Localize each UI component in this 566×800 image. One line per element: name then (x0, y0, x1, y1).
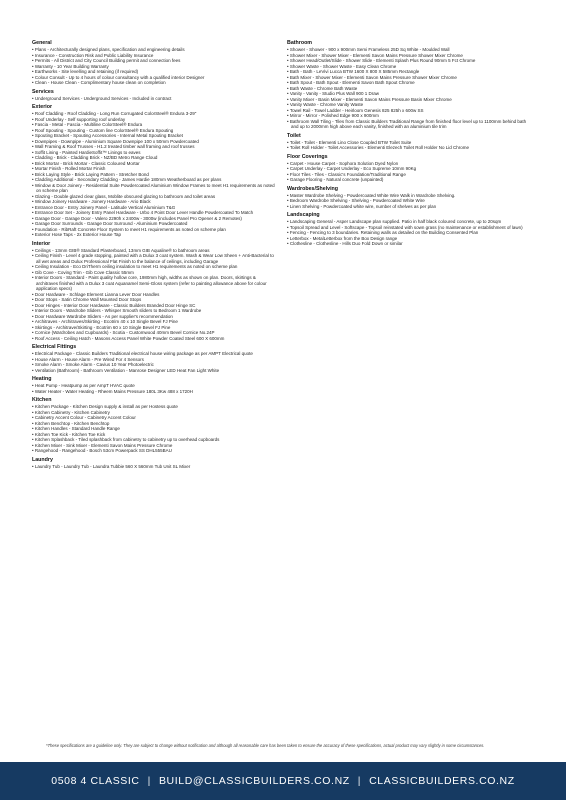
spec-item: • Permits - All District and City Council Building permit and connection fees (32, 58, 279, 64)
spec-item: • Underground Services - Underground Services - Included in contract (32, 96, 279, 102)
spec-item: • Roof Spouting - Spouting - Custom line ColorSteel® Endura Spouting (32, 128, 279, 134)
spec-section (287, 212, 534, 247)
spec-item: • Warranty - 10 Year Building Warranty (32, 64, 279, 70)
spec-item: • Architraves - Architraves/Skirting - Ecotrim 40 x 10 Single Bevel FJ Pine (32, 319, 279, 325)
spec-item: • Vanity Mixer - Basin Mixer - Elementi Savon Mains Pressure Basin Mixer Chrome (287, 97, 534, 103)
spec-item: • Cladding - Brick - Cladding Brick - NZ/BD Metro Range Cloud (32, 155, 279, 161)
spec-item: • Kitchen Handles - Standard Handle Range (32, 426, 279, 432)
spec-item: • Ceiling Insulation - Eco DriTherm ceiling insulation to meet H1 requirements as noted on scheme plan (32, 264, 279, 270)
section-title: Toilet (287, 132, 301, 139)
spec-item: • Bath - Bath - LeVivi Lucca BTW 1600 X 800 X 585mm Rectangle (287, 69, 534, 75)
disclaimer: *These specifications are a guideline only. They are subject to change without notification and although all reasonable care has been taken to ensure the accuracy of these specifications, actual product may vary slightly in some circumstances. (46, 743, 485, 748)
spec-section (32, 104, 279, 238)
section-title: Bathroom (287, 40, 313, 46)
spec-item: • Electrical Package - Classic Builders Traditional electrical house wiring package as per AMPT Electrical quote (32, 351, 279, 357)
spec-item: • Landscaping General - Asper Landscape plan supplied. Patio in half black coloured concrete, up to 20sqm (287, 219, 534, 225)
spec-item: • Foundation - RibRaft Concrete Floor System to meet H1 requirements as noted on scheme plan (32, 227, 279, 233)
spec-section (32, 89, 279, 102)
spec-item: • Brick Mortar - Brick Mortar - Classic Coloured Mortar (32, 161, 279, 167)
spec-section (32, 344, 279, 373)
spec-item: • Water Heater - Water Heating - Rheem Mains Pressure 180L 3Kw 488 x 1720H (32, 389, 279, 395)
section-title: Landscaping (287, 212, 320, 218)
spec-item: • Floor Tiles - Tiles - Classic's Foundation/Traditional Range (287, 172, 534, 178)
footer-bar (0, 762, 566, 800)
spec-item: • Window Joinery Hardware - Joinery Hardware - Ario Black (32, 199, 279, 205)
spec-section (32, 457, 279, 470)
spec-item: • Vanity - Vanity - Studio Plus Wall 900 1 Draw (287, 91, 534, 97)
spec-item: • Shower Mixer - Shower Mixer - Elementi Savon Mains Pressure Shower Mixer Chrome (287, 53, 534, 59)
spec-item: • Linen Shelving - Powdercoated white wire, number of shelves as per plan (287, 204, 534, 210)
spec-item: • Topsoil Spread and Level - Softscape - Topsoil reinstated with sown grass (no maintenance or establishment of lawn) (287, 225, 534, 231)
section-title: Exterior (32, 104, 53, 110)
footer-separator: | (147, 775, 151, 787)
spec-item: • Earthworks - Site levelling and retaining (if required) (32, 69, 279, 75)
spec-item: • Bedroom Wardrobe Shelving - Shelving - Powdercoated White Wire (287, 198, 534, 204)
spec-item: • Kitchen Cabinetry - Kitchen Cabinetry (32, 410, 279, 416)
spec-item: • Roof Underlay - Self supporting roof underlay (32, 117, 279, 123)
spec-item: • Kitchen Splashback - Tiled splashback from cabinetry to cabinetry up to overhead cupboards (32, 437, 279, 443)
spec-item: • Cladding Additional - Secondary Cladding - James Hardie 180mm Weatherboard as per plans (32, 177, 279, 183)
spec-item: • House Alarm - House Alarm - Pre Wired For 4 Sensors (32, 357, 279, 363)
spec-section (287, 40, 534, 130)
spec-item: • Fascia - Metal - Fascia - Multiline ColorSteel® Endura (32, 122, 279, 128)
spec-item: • Fencing - Fencing to 3 boundaries. Retaining walls as detailed on the Building Consented Plan (287, 230, 534, 236)
spec-item: • Spouting Bracket - Spouting Accessories - Internal Metal Spouting Bracket (32, 133, 279, 139)
spec-item: • Kitchen Toe Kick - Kitchen Toe Kick (32, 432, 279, 438)
spec-item: • Skirtings - Architrave/Skirting - Ecotrim 60 x 10 Single Bevel FJ Pine (32, 325, 279, 331)
spec-item: • Mirror - Mirror - Polished Edge 900 x 900mm (287, 113, 534, 119)
spec-item: • Glazing - Double glazed clear glass, Moblite obscured glazing to bathroom and toilet areas (32, 194, 279, 200)
section-title: Interior (32, 240, 51, 247)
spec-item: • Bath Waste - Chrome Bath Waste (287, 86, 534, 92)
spec-item: • Kitchen Benchtop - Kitchen Benchtop (32, 421, 279, 427)
spec-item: • Laundry Tub - Laundry Tub - Laundra Tubbie 560 X 560mm Tub Unit SL Mixer (32, 464, 279, 470)
spec-section (32, 397, 279, 454)
spec-item: • Window & Door Joinery - Residential Suite Powdercoated Aluminium Window Frames to meet H1 requirements as noted on scheme plan (32, 183, 279, 194)
spec-item: • Clothesline - Clothesline - Hills Duo Fold Down or similar (287, 241, 534, 247)
spec-item: • Kitchen Package - Kitchen Design supply & install as per Hostess quote (32, 404, 279, 410)
spec-item: • Door Hinges - Interior Door Hardware - Classic Builders Branded Door Hinge SC (32, 303, 279, 309)
spec-section (32, 40, 279, 86)
footer-separator: | (357, 775, 362, 787)
spec-item: • Smoke Alarm - Smoke Alarm - Cavius 10 Year Photoelectric (32, 362, 279, 368)
spec-item: • Bathroom Wall Tiling - Tiles from Classic Builders Traditional Range from finished floor level up to 1100mm behind bath and up to 2000mm high above each vanity, finished with an aluminium tile trim (287, 119, 534, 130)
spec-item: • Door Hardware - Schlage Element Lianna Lever Door Handles (32, 292, 279, 298)
spec-section (32, 376, 279, 394)
spec-item: • Bath Spout - Bath Spout - Elementi Savon Bath Spout Chrome (287, 80, 534, 86)
spec-item: • Downpipes - Downpipe - Aluminium Square Downpipe 100 x 50mm Powdercoated (32, 139, 279, 145)
spec-item: • Kitchen Mixer - Sink Mixer - Elementi Savon Mains Pressure Chrome (32, 443, 279, 449)
spec-item: • Mortar Finish - Rolled Mortar Finish (32, 166, 279, 172)
spec-item: • Cornice (Wardrobes and Cupboards) - Scotia - Customwood 40mm Bevel Cornice No.24P (32, 330, 279, 336)
spec-item: • Garage Flooring - Natural concrete (unpainted) (287, 177, 534, 183)
spec-item: • Entrance Door Set - Joinery Entry Panel Hardware - Urbo 4 Point Door Lever Handle Powdercoated To Match (32, 210, 279, 216)
spec-item: • Shower Head/Outlet/Slide - Shower Slide - Elementi Splash Plus Round 90mm 5 Fct Chrome (287, 58, 534, 64)
spec-item: • Letterbox - MetalLetterbox from the Box Design range (287, 236, 534, 242)
spec-item: • Entrance Door - Entry Joinery Panel - Latitude Vertical Aluminium T&G (32, 205, 279, 211)
section-title: Kitchen (32, 397, 52, 403)
section-title: Services (32, 88, 54, 95)
spec-item: • Ceilings - 13mm GIB® Standard Plasterboard, 13mm GIB Aqualine® to bathroom areas (32, 248, 279, 254)
spec-item: • Soffit Lining - Painted HardieSoffit™ Linings to eaves (32, 150, 279, 156)
section-title: Electrical Fittings (32, 344, 77, 350)
spec-item: • Carpet - House Carpet - Sophora Solution Dyed Nylon (287, 161, 534, 167)
spec-section (287, 154, 534, 183)
spec-item: • Ceiling Finish - Level 4 grade stopping, painted with a Dulux 3 coat system. Wash & Wear Low Sheen + Anti-Bacterial to all wet areas and Dulux Professional Flat Finish to the balance of ceilings, including Garage (32, 253, 279, 264)
spec-item: • Shower - Shower - 900 x 900mm Semi Frameless 25D Sq White - Moulded Wall (287, 47, 534, 53)
section-title: Wardrobes/Shelving (287, 185, 339, 192)
spec-item: • Door Hardware Wardrobe Sliders - As per supplier's recommendation (32, 314, 279, 320)
section-title: Floor Coverings (287, 153, 328, 160)
spec-item: • Roof Cladding - Roof Cladding - Long Run Corrugated ColorSteel® Endura 3-29" (32, 111, 279, 117)
spec-item: • Clean - House Clean - Complimentary house clean on completion (32, 80, 279, 86)
spec-item: • Bath Mixer - Shower Mixer - Elementi Savon Mains Pressure Shower Mixer Chrome (287, 75, 534, 81)
section-title: General (32, 40, 52, 46)
spec-item: • Plans - Architecturally designed plans, specification and engineering details (32, 47, 279, 53)
spec-item: • Roof Access - Ceiling Hatch - Masons Access Panel White Powder Coated Steel 600 X 600mm (32, 336, 279, 342)
spec-item: • Wall Framing & Roof Trusses - H1.2 treated timber wall framing and roof trusses (32, 144, 279, 150)
spec-item: • Exterior Hose Taps - 2x Exterior House Tap (32, 232, 279, 238)
spec-item: • Toilet - Toilet - Elementi Lino Close Coupled BTW Toilet Suite (287, 140, 534, 146)
spec-item: • Vanity Waste - Chrome Vanity Waste (287, 102, 534, 108)
left-column (32, 40, 279, 726)
spec-item: • Ventilation (Bathroom) - Bathroom Ventilation - Manrose Designer LED Heat Fan Light White (32, 368, 279, 374)
spec-item: • Toilet Roll Holder - Toilet Accessories - Elementi Elezech Toilet Roll Holder No Lid Chrome (287, 145, 534, 151)
footer-website[interactable]: CLASSICBUILDERS.CO.NZ (369, 775, 515, 787)
spec-item: • Rangehood - Rangehood - Bosch 53cm Powerpack SS DHL555BAU (32, 448, 279, 454)
spec-item: • Towel Rail - Towel Ladder - Heirloom Genesis 825 825h x 600w SS (287, 108, 534, 114)
spec-item: • Colour Consult - Up to 4 hours of colour consultancy with a qualified interior Designer (32, 75, 279, 81)
section-title: Laundry (32, 456, 53, 463)
spec-section (287, 186, 534, 210)
section-title: Heating (32, 376, 52, 382)
spec-item: • Garage Door - Garage Door - Valero 2290h x 2400w - 3000w (includes Panel Pro Opener & 2 Remotes) (32, 216, 279, 222)
footer-phone[interactable]: 0508 4 CLASSIC (51, 775, 140, 787)
spec-item: • Insurance - Construction Risk and Public Liability Insurance (32, 53, 279, 59)
footer-email[interactable]: BUILD@CLASSICBUILDERS.CO.NZ (158, 775, 350, 787)
spec-item: • Interior Doors - Wardrobe Sliders - Whisper Smooth sliders to Bedroom 1 Wardrobe (32, 308, 279, 314)
spec-item: • Carpet Underlay - Carpet Underlay - Eco Supreme 10mm 90Kg (287, 166, 534, 172)
spec-item: • Door Stops - Satin Chrome Wall Mounted Door Stops (32, 297, 279, 303)
spec-section (32, 241, 279, 342)
spec-item: • Master Wardrobe Shelving - Powdercoated White Wire Walk in Wardrobe Shelving. (287, 193, 534, 199)
spec-columns (32, 40, 534, 726)
spec-item: • Garage Door Surrounds - Garage Door Surround - Aluminium Powdercoated (32, 221, 279, 227)
spec-item: • Brick Laying Style - Brick Laying Pattern - Stretcher Bond (32, 172, 279, 178)
spec-item: • Gib Cove - Coving Trim - Gib Cove Classic 55mm (32, 270, 279, 276)
spec-item: • Interior Doors - Standard - Paint quality hollow core, 1980mm high, widths as shown on plan. Doors, skirtings & architraves finished with a Dulux 3 coat Aquanamel Semi-Gloss system (refer to painting allowance above for colour application specs) (32, 275, 279, 292)
right-column (287, 40, 534, 726)
spec-item: • Cabinetry Accent Colour - Cabinetry Accent Colour (32, 415, 279, 421)
spec-item: • Heat Pump - Heatpump as per AmpT HVAC quote (32, 383, 279, 389)
spec-item: • Shower Waste - Shower Waste - Easy Clean Chrome (287, 64, 534, 70)
spec-section (287, 133, 534, 151)
